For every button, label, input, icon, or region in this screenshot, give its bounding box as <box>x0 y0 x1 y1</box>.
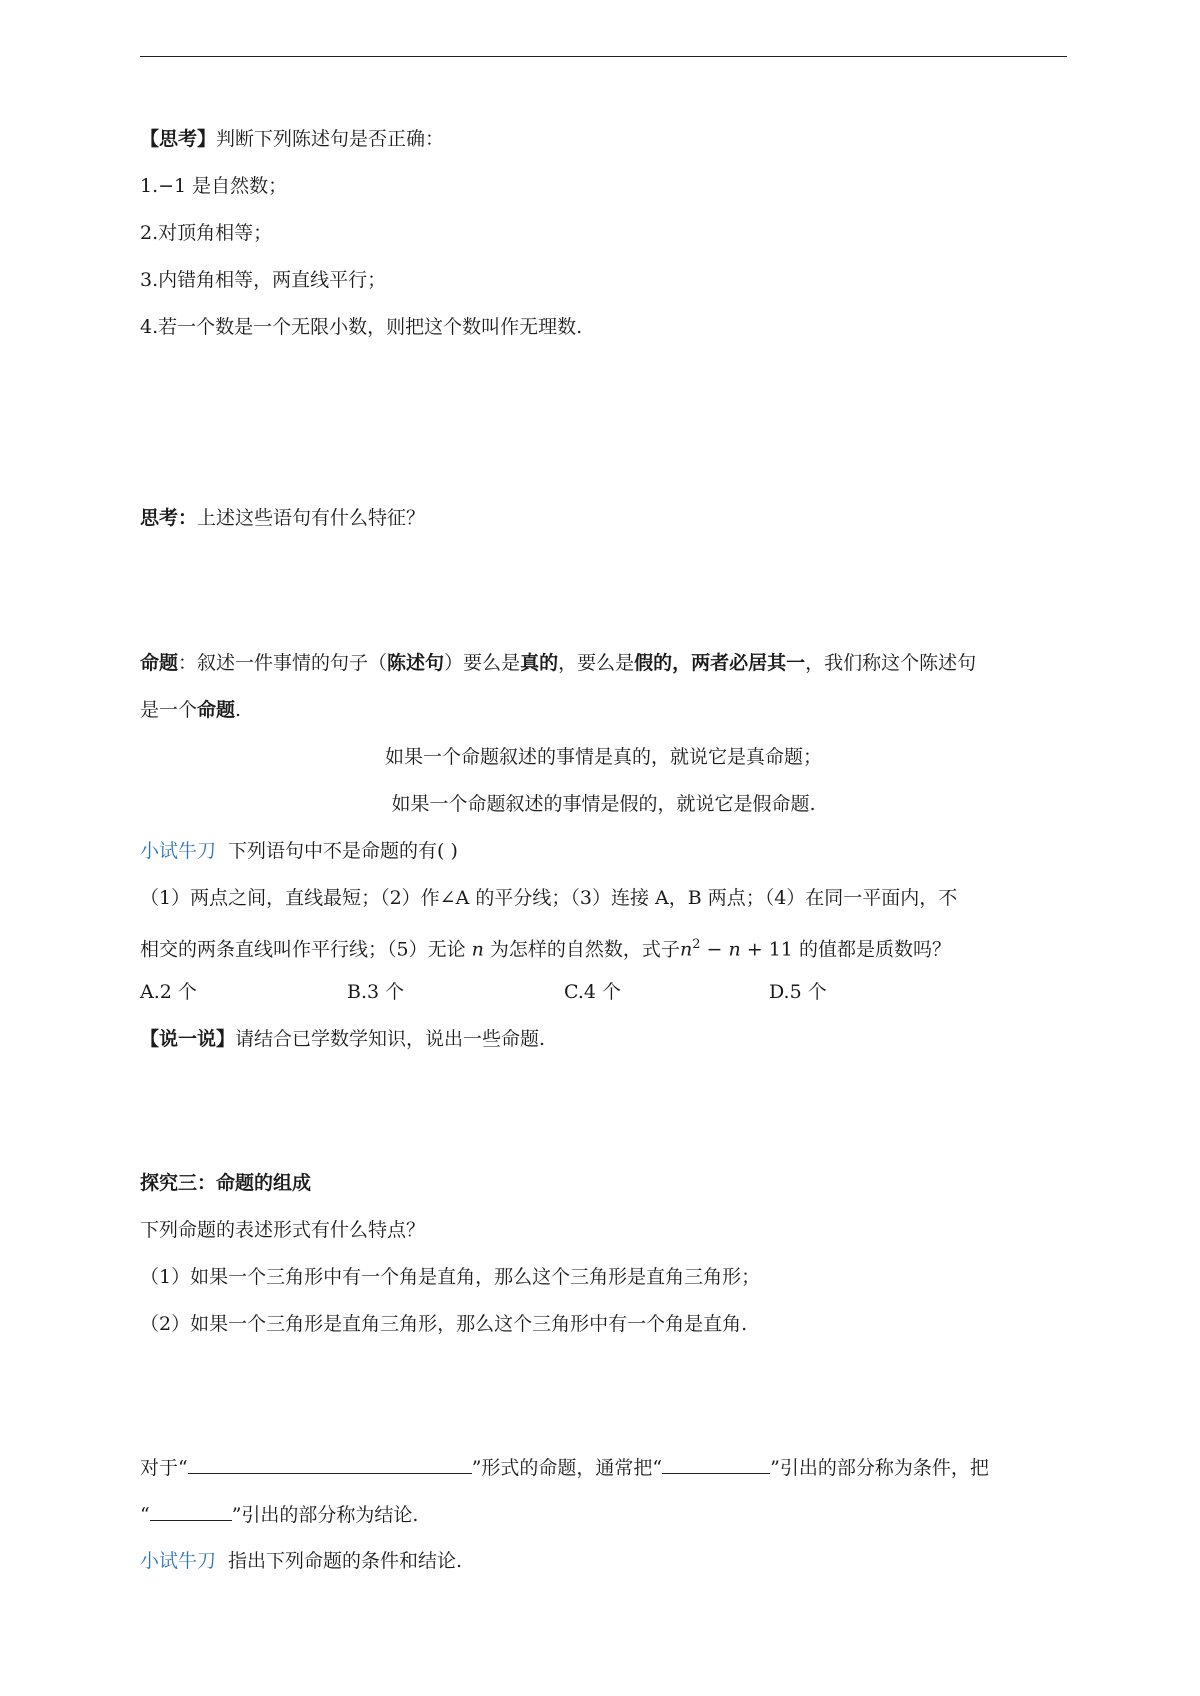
think-label: 思考： <box>140 507 198 529</box>
definition-colon: ： <box>178 652 198 674</box>
say-text: 请结合已学数学知识，说出一些命题. <box>235 1028 546 1050</box>
statement-item: 1.−1 是自然数； <box>140 175 288 197</box>
definition-text: 是一个 <box>140 699 198 721</box>
false-proposition-line: 如果一个命题叙述的事情是假的，就说它是假命题. <box>391 793 816 815</box>
math-operator: + 11 <box>740 938 793 961</box>
try2-line <box>140 1547 462 1575</box>
think-question <box>140 504 425 532</box>
fill-line-2 <box>140 1500 418 1529</box>
definition-text: ，我们称这个陈述句 <box>805 652 977 674</box>
try-text: 为怎样的自然数，式子 <box>483 938 680 961</box>
fill-blank-condition[interactable] <box>662 1453 770 1474</box>
definition-text: ，要么是 <box>558 652 635 674</box>
try-label: 小试牛刀 <box>140 840 217 862</box>
option-c: C.4 个 <box>564 981 622 1003</box>
say-heading: 【说一说】 <box>140 1028 236 1050</box>
try-question: 下列语句中不是命题的有( ) <box>228 840 458 862</box>
think-text: 上述这些语句有什么特征？ <box>197 507 426 529</box>
definition-line-2 <box>140 696 241 724</box>
think-heading: 【思考】 <box>140 128 217 150</box>
try-line-1: （1）两点之间，直线最短；（2）作∠A 的平分线；（3）连接 A，B 两点；（4）在同一平面内，不 <box>140 887 958 909</box>
try-line-2 <box>140 931 951 963</box>
fill-text: 对于“ <box>140 1457 188 1479</box>
fill-text: “ <box>140 1504 150 1526</box>
math-variable: n <box>728 938 741 961</box>
definition-bold: 命题 <box>197 699 236 721</box>
section-title: 探究三：命题的组成 <box>140 1172 312 1194</box>
option-d: D.5 个 <box>769 981 827 1003</box>
explore-item: （2）如果一个三角形是直角三角形，那么这个三角形中有一个角是直角. <box>140 1313 748 1335</box>
try-label: 小试牛刀 <box>140 1550 217 1572</box>
definition-text: ， <box>672 652 692 674</box>
statement-item: 2.对顶角相等； <box>140 222 273 244</box>
math-operator: − <box>700 938 729 961</box>
definition-text: ）要么是 <box>444 652 521 674</box>
definition-text: . <box>235 699 242 721</box>
fill-text: ”形式的命题，通常把“ <box>471 1457 663 1479</box>
try2-text: 指出下列命题的条件和结论. <box>228 1550 463 1572</box>
explore-item: （1）如果一个三角形中有一个角是直角，那么这个三角形是直角三角形； <box>140 1266 761 1288</box>
definition-bold: 假的 <box>634 652 673 674</box>
say-line <box>140 1025 545 1053</box>
definition-bold: 陈述句 <box>387 652 445 674</box>
math-exponent: 2 <box>692 937 701 952</box>
definition-bold: 真的 <box>520 652 559 674</box>
statement-item: 3.内错角相等，两直线平行； <box>140 269 387 291</box>
fill-text: ”引出的部分称为条件，把 <box>770 1457 989 1479</box>
fill-text: ”引出的部分称为结论. <box>231 1504 419 1526</box>
definition-term: 命题 <box>140 652 179 674</box>
explore-question: 下列命题的表述形式有什么特点？ <box>140 1219 426 1241</box>
fill-line-1 <box>140 1453 1067 1482</box>
option-b: B.3 个 <box>347 981 405 1003</box>
try-text: 相交的两条直线叫作平行线；（5）无论 <box>140 938 472 961</box>
try-question-line <box>140 837 458 865</box>
definition-text: 叙述一件事情的句子（ <box>197 652 388 674</box>
true-proposition-line: 如果一个命题叙述的事情是真的，就说它是真命题； <box>384 746 822 768</box>
statement-item: 4.若一个数是一个无限小数，则把这个数叫作无理数. <box>140 316 583 338</box>
math-variable: n <box>679 938 693 961</box>
think-heading-line <box>140 125 444 153</box>
header-rule <box>140 56 1067 57</box>
try-text: 的值都是质数吗？ <box>792 938 951 961</box>
fill-blank-form[interactable] <box>188 1453 472 1474</box>
option-a: A.2 个 <box>140 981 197 1003</box>
definition-bold: 两者必居其一 <box>691 652 806 674</box>
think-prompt: 判断下列陈述句是否正确： <box>216 128 445 150</box>
math-variable: n <box>471 938 484 961</box>
fill-blank-conclusion[interactable] <box>150 1500 232 1521</box>
definition-line-1 <box>140 649 1067 677</box>
